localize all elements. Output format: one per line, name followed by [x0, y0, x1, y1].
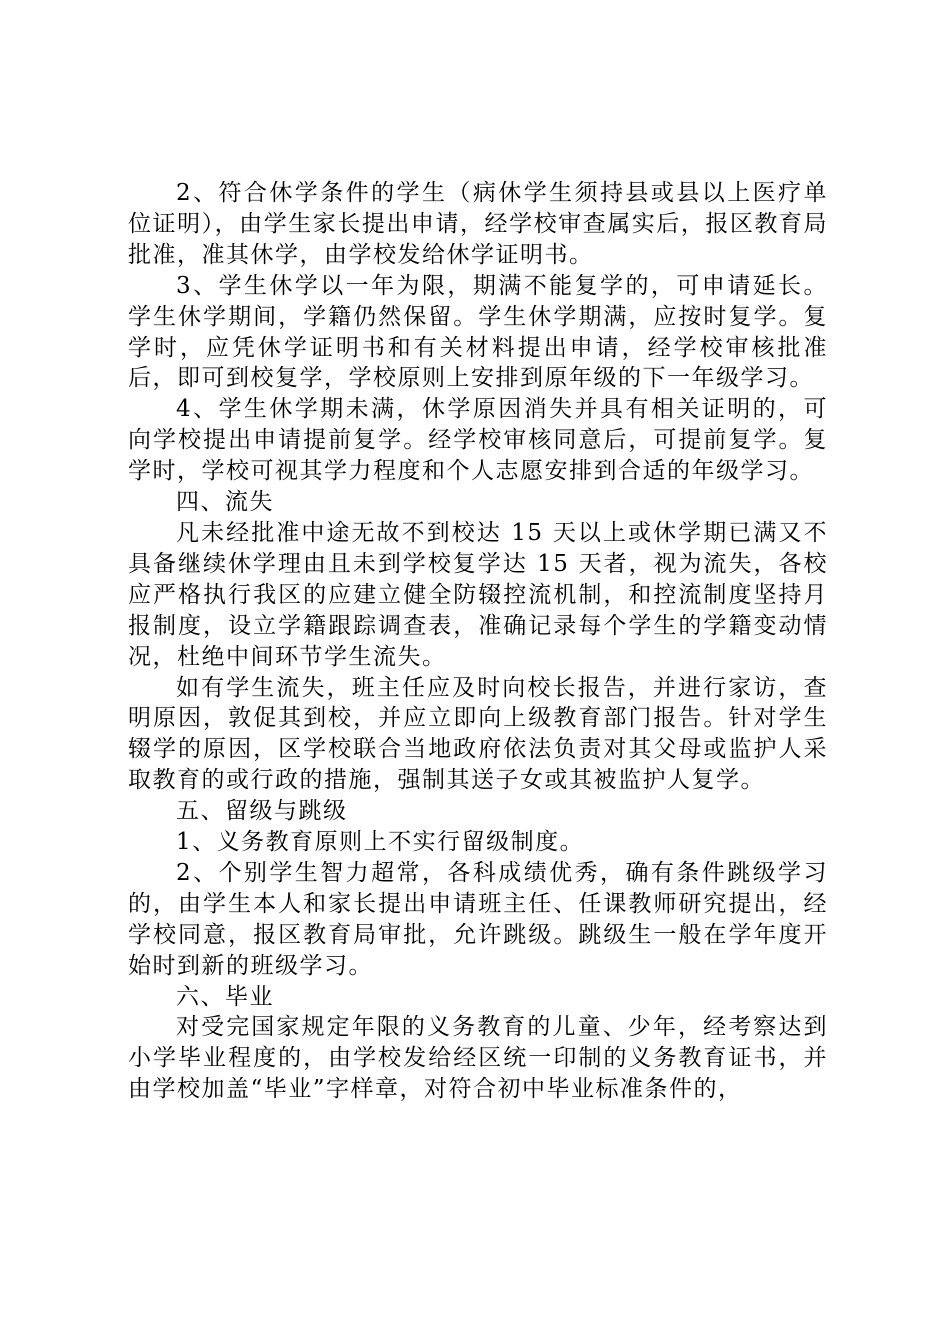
section-heading-retention-skipping: 五、留级与跳级	[176, 798, 348, 825]
paragraph-grade-skipping: 2、个别学生智力超常，各科成绩优秀，确有条件跳级学习的，由学生本人和家长提出申请班主任、任课教师研究提出，经学校同意，报区教育局审批，允许跳级。跳级生一般在学年度开始时到新的班级学习。	[128, 859, 828, 979]
document-body	[128, 178, 828, 1105]
paragraph-dropout-definition: 凡未经批准中途无故不到校达 15 天以上或休学期已满又不具备继续休学理由且未到学校复学达 15 天者，视为流失，各校应严格执行我区的应建立健全防辍控流机制，和控流制度坚持月报制度，设立学籍跟踪调查表，准确记录每个学生的学籍变动情况，杜绝中间环节学生流失。	[128, 519, 828, 670]
section-heading-dropout: 四、流失	[176, 489, 274, 516]
paragraph-suspension-duration: 3、学生休学以一年为限，期满不能复学的，可申请延长。学生休学期间，学籍仍然保留。学生休学期满，应按时复学。复学时，应凭休学证明书和有关材料提出申请，经学校审核批准后，即可到校复学，学校原则上安排到原年级的下一年级学习。	[128, 272, 828, 392]
paragraph-dropout-handling: 如有学生流失，班主任应及时向校长报告，并进行家访，查明原因，敦促其到校，并应立即向上级教育部门报告。针对学生辍学的原因，区学校联合当地政府依法负责对其父母或监护人采取教育的或行政的措施，强制其送子女或其被监护人复学。	[128, 674, 828, 794]
paragraph-early-return: 4、学生休学期未满，休学原因消失并具有相关证明的，可向学校提出申请提前复学。经学校审核同意后，可提前复学。复学时，学校可视其学力程度和个人志愿安排到合适的年级学习。	[128, 396, 828, 485]
paragraph-no-retention: 1、义务教育原则上不实行留级制度。	[176, 829, 585, 856]
paragraph-suspension-conditions: 2、符合休学条件的学生（病休学生须持县或县以上医疗单位证明），由学生家长提出申请，经学校审查属实后，报区教育局批准，准其休学，由学校发给休学证明书。	[128, 180, 828, 268]
section-heading-graduation: 六、毕业	[176, 983, 274, 1010]
paragraph-graduation: 对受完国家规定年限的义务教育的儿童、少年，经考察达到小学毕业程度的，由学校发给经区统一印制的义务教育证书，并由学校加盖“毕业”字样章，对符合初中毕业标准条件的，	[128, 1014, 828, 1103]
